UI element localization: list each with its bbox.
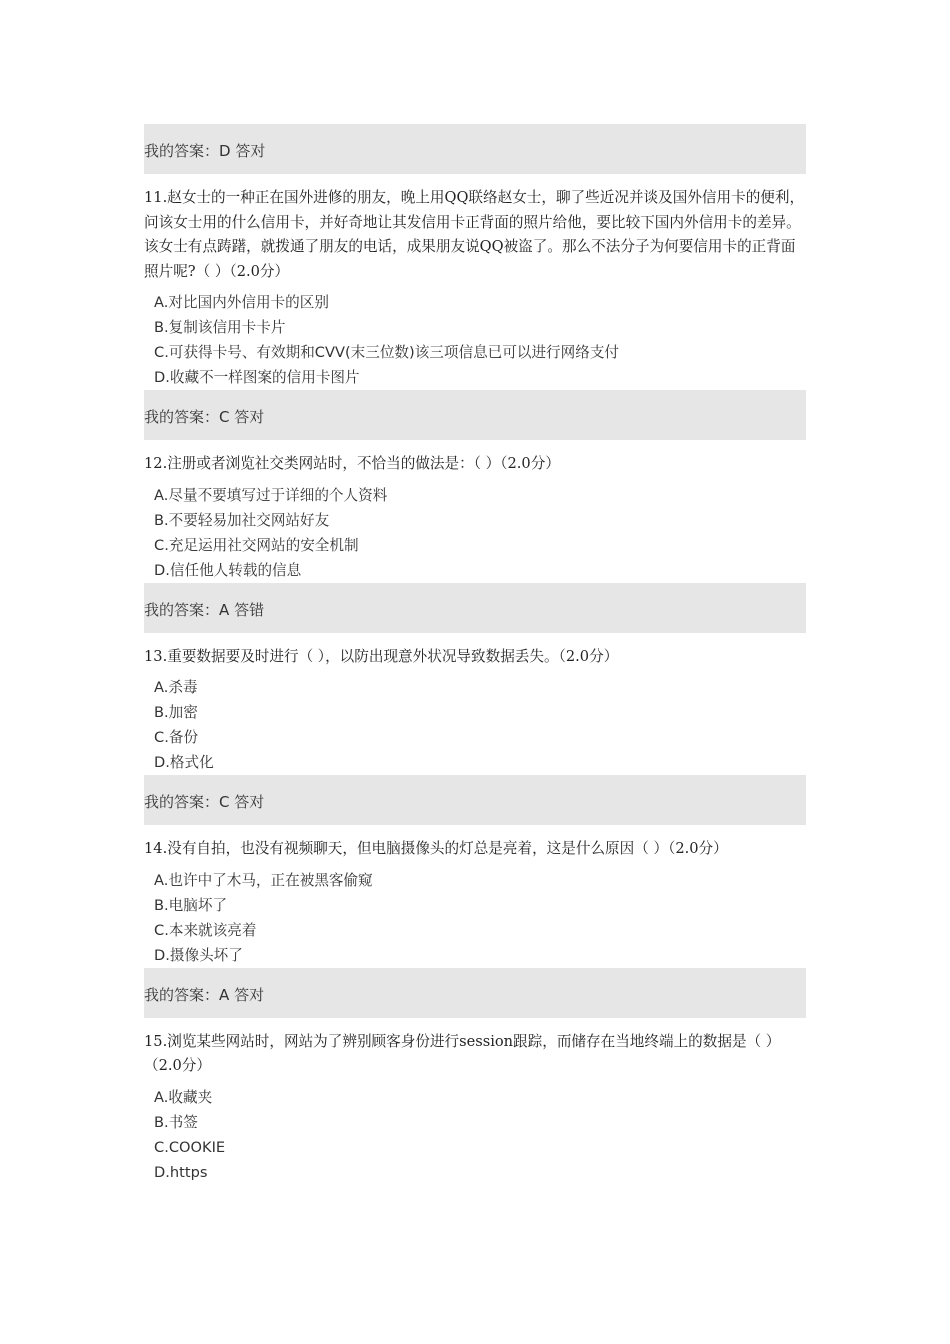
option-b[interactable] bbox=[154, 893, 806, 918]
question-15 bbox=[144, 1030, 806, 1079]
my-answer-bar bbox=[144, 124, 806, 174]
option-text: 摄像头坏了 bbox=[169, 946, 243, 964]
question-text: 注册或者浏览社交类网站时，不恰当的做法是：（ ）（2.0分） bbox=[167, 455, 560, 472]
option-letter: A. bbox=[154, 679, 169, 696]
option-letter: C. bbox=[154, 536, 169, 554]
option-d[interactable] bbox=[154, 750, 806, 775]
answer-choice: D bbox=[219, 142, 231, 160]
options-14 bbox=[144, 868, 806, 968]
option-a[interactable] bbox=[154, 675, 806, 700]
answer-label: 我的答案： bbox=[144, 408, 220, 426]
option-letter: B. bbox=[154, 1113, 169, 1131]
option-a[interactable] bbox=[154, 290, 806, 315]
question-number: 13. bbox=[144, 647, 168, 665]
answer-result: 答对 bbox=[234, 793, 265, 811]
option-letter: C. bbox=[154, 921, 169, 939]
option-b[interactable] bbox=[154, 700, 806, 725]
option-text: 信任他人转载的信息 bbox=[169, 561, 302, 579]
options-13 bbox=[144, 675, 806, 775]
option-b[interactable] bbox=[154, 508, 806, 533]
question-number: 14. bbox=[144, 840, 168, 857]
question-number: 11. bbox=[144, 189, 168, 206]
option-text: 不要轻易加社交网站好友 bbox=[168, 511, 330, 529]
option-d[interactable] bbox=[154, 558, 806, 583]
answer-result: 答错 bbox=[234, 600, 265, 619]
option-a[interactable] bbox=[154, 868, 806, 893]
option-text: 加密 bbox=[168, 704, 198, 721]
option-text: 对比国内外信用卡的区别 bbox=[168, 294, 329, 311]
my-answer-bar bbox=[144, 968, 806, 1018]
option-text: 备份 bbox=[168, 729, 199, 746]
question-12 bbox=[144, 452, 806, 477]
option-letter: A. bbox=[154, 486, 169, 504]
option-text: 尽量不要填写过于详细的个人资料 bbox=[168, 486, 388, 504]
my-answer-bar bbox=[144, 775, 806, 825]
option-letter: A. bbox=[154, 1088, 169, 1106]
option-a[interactable] bbox=[154, 1085, 806, 1110]
answer-choice: C bbox=[219, 408, 230, 426]
options-15 bbox=[144, 1085, 806, 1185]
question-text: 赵女士的一种正在国外进修的朋友，晚上用QQ联络赵女士，聊了些近况并谈及国外信用卡的便利，问该女士用的什么信用卡，并好奇地让其发信用卡正背面的照片给他，要比较下国内外信用卡的差异。该女士有点踌躇，就拨通了朋友的电话，成果朋友说QQ被盗了。那么不法分子为何要信用卡的正背面照片呢?（ ）（2.0分） bbox=[144, 189, 805, 280]
answer-label: 我的答案： bbox=[144, 985, 220, 1004]
answer-choice: A bbox=[219, 985, 230, 1004]
option-text: https bbox=[169, 1163, 208, 1181]
question-text: 没有自拍，也没有视频聊天，但电脑摄像头的灯总是亮着，这是什么原因（ ）（2.0分） bbox=[167, 840, 728, 857]
answer-label: 我的答案： bbox=[144, 600, 220, 619]
option-text: 书签 bbox=[168, 1113, 198, 1131]
question-13 bbox=[144, 645, 806, 670]
option-text: 充足运用社交网站的安全机制 bbox=[168, 536, 359, 554]
option-c[interactable] bbox=[154, 340, 806, 365]
option-text: 本来就该亮着 bbox=[168, 921, 257, 939]
quiz-content bbox=[144, 124, 806, 1185]
option-letter: A. bbox=[154, 294, 169, 311]
question-number: 15. bbox=[144, 1032, 168, 1050]
option-d[interactable] bbox=[154, 1160, 806, 1185]
answer-result: 答对 bbox=[234, 985, 265, 1004]
question-number: 12. bbox=[144, 455, 168, 472]
options-11 bbox=[144, 290, 806, 390]
option-c[interactable] bbox=[154, 725, 806, 750]
option-d[interactable] bbox=[154, 943, 806, 968]
option-letter: B. bbox=[154, 896, 169, 914]
option-letter: C. bbox=[154, 344, 169, 361]
answer-result: 答对 bbox=[235, 142, 266, 160]
option-text: 复制该信用卡卡片 bbox=[168, 319, 286, 336]
question-14 bbox=[144, 837, 806, 862]
option-text: COOKIE bbox=[168, 1138, 226, 1156]
option-b[interactable] bbox=[154, 1110, 806, 1135]
question-11 bbox=[144, 186, 806, 284]
option-text: 也许中了木马，正在被黑客偷窥 bbox=[168, 871, 373, 889]
option-d[interactable] bbox=[154, 365, 806, 390]
question-text: 重要数据要及时进行（ ），以防出现意外状况导致数据丢失。（2.0分） bbox=[167, 647, 619, 665]
answer-result: 答对 bbox=[234, 408, 265, 426]
option-letter: D. bbox=[154, 1163, 170, 1181]
option-text: 可获得卡号、有效期和CVV(末三位数)该三项信息已可以进行网络支付 bbox=[168, 344, 620, 361]
option-text: 电脑坏了 bbox=[168, 896, 228, 914]
option-text: 收藏夹 bbox=[168, 1088, 213, 1106]
answer-choice: C bbox=[219, 793, 230, 811]
option-a[interactable] bbox=[154, 483, 806, 508]
option-b[interactable] bbox=[154, 315, 806, 340]
option-text: 杀毒 bbox=[168, 679, 198, 696]
option-text: 收藏不一样图案的信用卡图片 bbox=[169, 369, 360, 386]
question-text: 浏览某些网站时，网站为了辨别顾客身份进行session跟踪，而储存在当地终端上的数据是（ ）（2.0分） bbox=[144, 1032, 781, 1074]
option-letter: C. bbox=[154, 1138, 169, 1156]
my-answer-bar bbox=[144, 390, 806, 440]
option-text: 格式化 bbox=[169, 754, 214, 771]
option-letter: A. bbox=[154, 871, 169, 889]
option-c[interactable] bbox=[154, 918, 806, 943]
option-letter: B. bbox=[154, 511, 169, 529]
option-letter: B. bbox=[154, 704, 169, 721]
options-12 bbox=[144, 483, 806, 583]
option-c[interactable] bbox=[154, 1135, 806, 1160]
answer-label: 我的答案： bbox=[144, 142, 220, 160]
my-answer-bar bbox=[144, 583, 806, 633]
option-letter: D. bbox=[154, 754, 170, 771]
option-letter: D. bbox=[154, 946, 170, 964]
answer-label: 我的答案： bbox=[144, 793, 220, 811]
option-c[interactable] bbox=[154, 533, 806, 558]
answer-choice: A bbox=[219, 600, 230, 619]
option-letter: C. bbox=[154, 729, 169, 746]
option-letter: D. bbox=[154, 369, 170, 386]
option-letter: D. bbox=[154, 561, 170, 579]
option-letter: B. bbox=[154, 319, 169, 336]
